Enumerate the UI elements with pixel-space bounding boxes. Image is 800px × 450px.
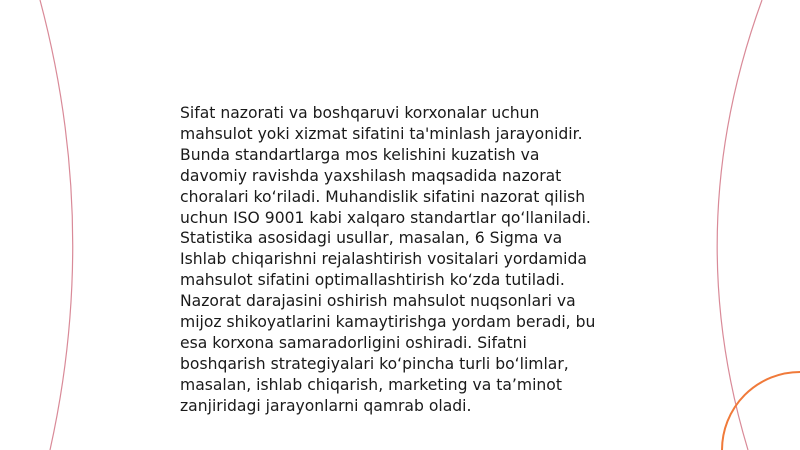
right-arc-line xyxy=(717,0,762,450)
orange-circle-outline xyxy=(722,372,800,450)
body-paragraph: Sifat nazorati va boshqaruvi korxonalar uchun mahsulot yoki xizmat sifatini ta'minlash jarayonidir. Bunda standartlarga mos kelishini kuzatish va davomiy ravishda yaxshilash maqsadida nazorat choralari ko‘riladi. Muhandislik sifatini nazorat qilish uchun ISO 9001 kabi xalqaro standartlar qo‘llaniladi. Statistika asosidagi usullar, masalan, 6 Sigma va Ishlab chiqarishni rejalashtirish vositalari yordamida mahsulot sifatini optimallashtirish ko‘zda tutiladi. Nazorat darajasini oshirish mahsulot nuqsonlari va mijoz shikoyatlarini kamaytirishga yordam beradi, bu esa korxona samaradorligini oshiradi. Sifatni boshqarish strategiyalari ko‘pincha turli bo‘limlar, masalan, ishlab chiqarish, marketing va ta’minot zanjiridagi jarayonlarni qamrab oladi. xyxy=(180,104,596,415)
left-arc-line xyxy=(40,0,73,450)
